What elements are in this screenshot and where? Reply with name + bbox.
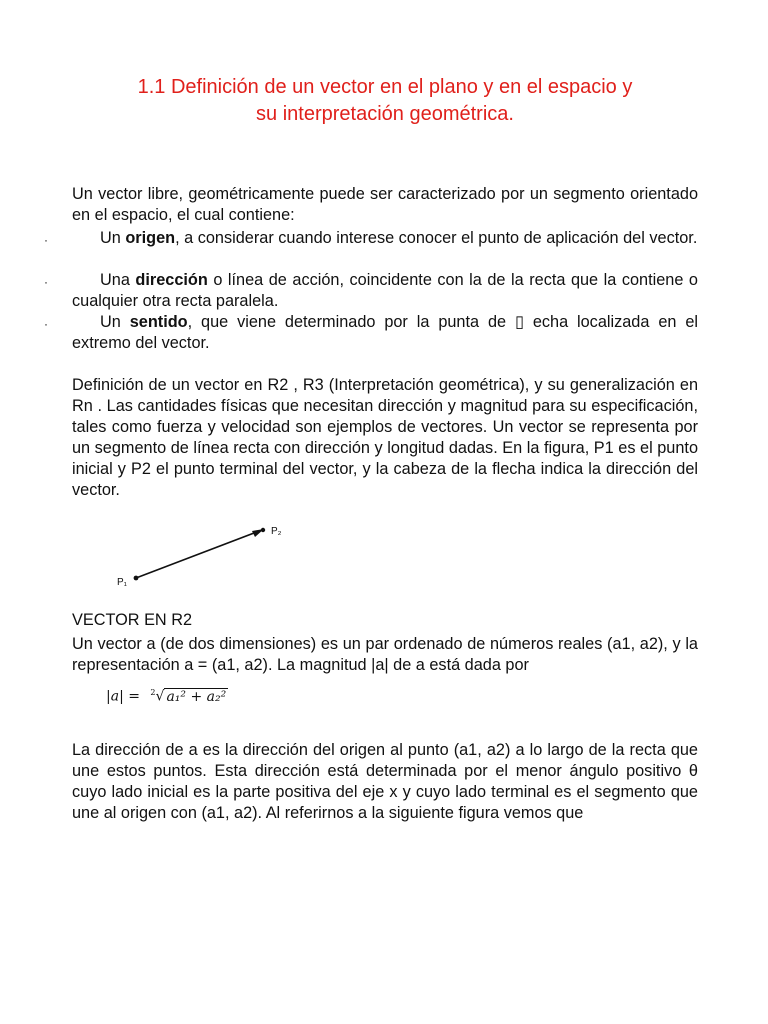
bullet-mark: · bbox=[44, 317, 48, 331]
vector-r2-paragraph: Un vector a (de dos dimensiones) es un par ordenado de números reales (a1, a2), y la representación a = (a1, a2). La magnitud |a| de a está dada por bbox=[72, 635, 698, 674]
bullet-text-pre: Una bbox=[100, 271, 136, 289]
radical-sign: √ bbox=[155, 688, 165, 705]
magnitude-formula bbox=[106, 688, 228, 705]
direction-paragraph: La dirección de a es la dirección del origen al punto (a1, a2) a lo largo de la recta que une estos puntos. Esta dirección está determinada por el menor ángulo positivo θ cuyo lado inicial es la parte positiva del eje x y cuyo lado terminal es el segmento que une al origen con (a1, a2). Al referirnos a la siguiente figura vemos que bbox=[72, 741, 698, 822]
bullet-text-post: , a considerar cuando interese conocer el punto de aplicación del vector. bbox=[175, 229, 698, 247]
intro-paragraph: Un vector libre, geométricamente puede ser caracterizado por un segmento orientado en el espacio, el cual contiene: bbox=[72, 185, 698, 224]
root-index: 2 bbox=[150, 688, 156, 697]
radicand: a₁² + a₂² bbox=[166, 688, 227, 705]
bullet-mark: · bbox=[44, 275, 48, 289]
label-p2: P₂ bbox=[271, 526, 282, 537]
formula-lhs: |a| = bbox=[106, 688, 140, 705]
bullet-text-pre: Un bbox=[100, 313, 130, 331]
bullet-text-pre: Un bbox=[100, 229, 126, 247]
title-line-2: su interpretación geométrica. bbox=[256, 103, 514, 125]
bullet-text-post: , que viene determinado por la punta de ▯ echa localizada en el extremo del vector. bbox=[72, 313, 698, 352]
bullet-term: dirección bbox=[135, 271, 208, 289]
point-p2 bbox=[261, 528, 265, 532]
vector-segment bbox=[136, 530, 262, 578]
bullet-mark: · bbox=[44, 233, 48, 247]
bullet-term: origen bbox=[125, 229, 176, 247]
title-line-1: 1.1 Definición de un vector en el plano y en el espacio y bbox=[137, 76, 633, 98]
definition-paragraph: Definición de un vector en R2 , R3 (Interpretación geométrica), y su generalización en Rn . Las cantidades físicas que necesitan dirección y magnitud para su especificación, tales como fuerza y velocidad son ejemplos de vectores. Un vector se representa por un segmento de línea recta con dirección y longitud dadas. En la figura, P1 es el punto inicial y P2 el punto terminal del vector, y la cabeza de la flecha indica la dirección del vector. bbox=[72, 376, 698, 499]
bullet-term: sentido bbox=[129, 313, 188, 331]
vector-r2-heading: VECTOR EN R2 bbox=[72, 611, 193, 629]
label-p1: P₁ bbox=[117, 577, 128, 588]
point-p1 bbox=[134, 576, 139, 581]
bullet-text-post: o línea de acción, coincidente con la de la recta que la contiene o cualquier otra recta paralela. bbox=[72, 271, 698, 310]
